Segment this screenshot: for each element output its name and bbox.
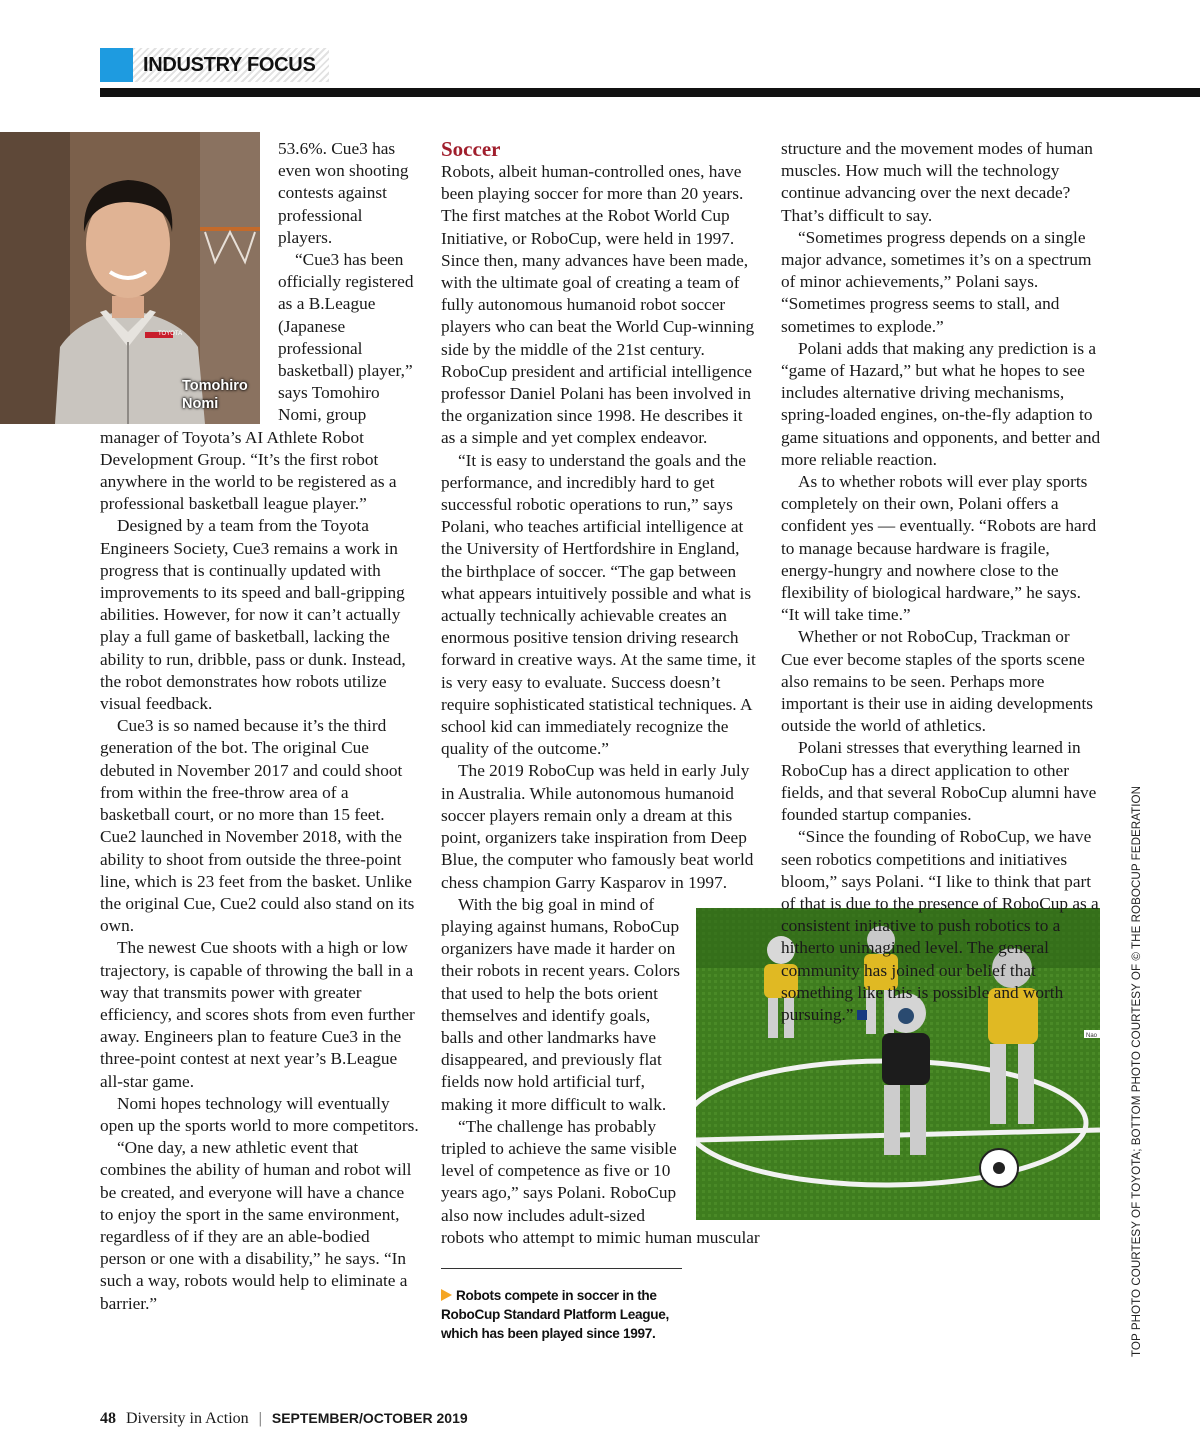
paragraph: Polani adds that making any prediction is a “game of Hazard,” but what he hopes to see includes alternative driving mechanisms, spring-loaded engines, on-the-fly adaption to game situations and opponents, and better and more reliable reaction. [781, 338, 1101, 469]
section-color-block [100, 48, 133, 82]
paragraph: Cue3 is so named because it’s the third generation of the bot. The original Cue debuted in November 2017 and could shoot from within the free-throw area of a basketball court, or no more than 15 feet. Cue2 launched in November 2018, with the ability to shoot from outside the three-point line, which is 23 feet from the basket. Unlike the original Cue, Cue2 could also stand on its own. [100, 716, 415, 936]
photo-caption: Robots compete in soccer in the RoboCup Standard Platform League, which has been played since 1997. [441, 1288, 670, 1341]
paragraph: “It is easy to understand the goals and the performance, and incredibly hard to get successful robotic operations to run,” says Polani, who teaches artificial intelligence at the University of Hertfordshire in England, the birthplace of soccer. “The gap between what appears intuitively possible and what is actually technically achievable creates an enormous positive tension driving research forward in creative ways. At the same time, it is very easy to evaluate. Success doesn’t require sophisticated statistical techniques. A school kid can immediately recognize the quality of the outcome.” [441, 450, 756, 759]
paragraph: “Sometimes progress depends on a single major advance, sometimes it’s on a spectrum of minor achievements,” Polani says. “Sometimes progress seems to stall, and sometimes to explode.” [781, 227, 1092, 336]
paragraph: The newest Cue shoots with a high or low trajectory, is capable of throwing the ball in a way that transmits power with greater efficiency, and scores shots from even further away. Engineers plan to feature Cue3 in the three-point contest at next year’s B.League all-star game. [100, 938, 415, 1091]
section-label: INDUSTRY FOCUS [133, 48, 329, 82]
paragraph-final: “Since the founding of RoboCup, we have seen robotics competitions and initiatives bloom,” says Polani. “I like to think that part of that is due to the presence of RoboCup as a consistent initiative to push robotics to a hitherto unimagined level. The general community has joined our belief that something like this is possible and worth pursuing.” [781, 827, 1099, 1024]
section-header [100, 48, 329, 82]
shirt-logo: TOYOTA [158, 331, 183, 337]
paragraph: Robots, albeit human-controlled ones, have been playing soccer for more than 20 years. The first matches at the Robot World Cup Initiative, or RoboCup, were held in 1997. Since then, many advances have been made, with the ultimate goal of creating a team of fully autonomous humanoid robot soccer players who can beat the World Cup-winning side by the middle of the 21st century. RoboCup president and artificial intelligence professor Daniel Polani has been involved in the organization since 1998. He describes it as a simple and yet complex endeavor. [441, 162, 755, 448]
paragraph: 53.6%. Cue3 has even won shooting contests against professional players. [278, 139, 409, 247]
paragraph: Designed by a team from the Toyota Engineers Society, Cue3 remains a work in progress that is continually updated with improvements to its speed and ball-gripping abilities. However, for now it can’t actually play a full game of basketball, lacking the ability to run, dribble, pass or dunk. Instead, the robot demonstrates how robots utilize visual feedback. [100, 516, 406, 714]
paragraph: The 2019 RoboCup was held in early July in Australia. While autonomous humanoid soccer players remain only a dream at this point, organizers take inspiration from Deep Blue, the computer who famously beat world chess champion Garry Kasparov in 1997. [441, 761, 754, 892]
header-rule [100, 88, 1200, 97]
article-column-3 [781, 138, 1101, 1026]
paragraph: With the big goal in mind of playing against humans, RoboCup organizers have made it harder on their robots in recent years. Colors that used to help the bots orient themselves and identify goals, balls and other landmarks have disappeared, and previously flat fields now hold artificial turf, making it more difficult to walk. [441, 894, 680, 1114]
soccer-heading: Soccer [441, 137, 501, 161]
paragraph: Polani stresses that everything learned in RoboCup has a direct application to other fields, and that several RoboCup alumni have founded startup companies. [781, 738, 1097, 825]
paragraph: “Cue3 has been officially registered as a B.League (Japanese professional basketball) player,” says Tomohiro Nomi, group manager of Toyota’s AI Athlete Robot Development Group. “It’s the first robot anywhere in the world to be registered as a professional basketball league player.” [100, 250, 414, 514]
tomohiro-nomi-photo [0, 132, 260, 424]
magazine-name: Diversity in Action [126, 1410, 249, 1427]
paragraph: Whether or not RoboCup, Trackman or Cue ever become staples of the sports scene also remains to be seen. Perhaps more important is their use in aiding developments outside the world of athletics. [781, 627, 1093, 736]
paragraph: structure and the movement modes of human muscles. How much will the technology continue advancing over the next decade? That’s difficult to say. [781, 139, 1093, 225]
paragraph: “One day, a new athletic event that combines the ability of human and robot will be created, and everyone will have a chance to enjoy the sport in the same environment, regardless of if they are an able-bodied person or one with a disability,” he says. “In such a way, robots would help to eliminate a barrier.” [100, 1138, 412, 1313]
caption-rule [441, 1268, 682, 1269]
photo-credit: TOP PHOTO COURTESY OF TOYOTA; BOTTOM PHOTO COURTESY OF © THE ROBOCUP FEDERATION [1130, 785, 1143, 1357]
caption-arrow-icon [441, 1289, 452, 1301]
end-mark-icon [857, 1010, 867, 1020]
footer-separator: | [258, 1410, 262, 1427]
photo-person-caption: Tomohiro Nomi [182, 378, 248, 412]
page-number: 48 [100, 1410, 116, 1427]
paragraph: As to whether robots will ever play sports completely on their own, Polani offers a confident yes — eventually. “Robots are hard to manage because hardware is fragile, energy-hungry and nowhere close to the flexibility of biological hardware,” he says. “It will take time.” [781, 472, 1097, 625]
page-footer [100, 1410, 468, 1428]
article-column-1 [100, 138, 420, 1315]
paragraph: “The challenge has probably tripled to achieve the same visible level of competence as five or 10 years ago,” says Polani. RoboCup also now includes adult-sized robots who attempt to mimic human muscular [441, 1116, 760, 1247]
issue-date: SEPTEMBER/OCTOBER 2019 [271, 1410, 468, 1426]
svg-text:Nao: Nao [1086, 1032, 1098, 1039]
paragraph: Nomi hopes technology will eventually open up the sports world to more competitors. [100, 1093, 419, 1135]
